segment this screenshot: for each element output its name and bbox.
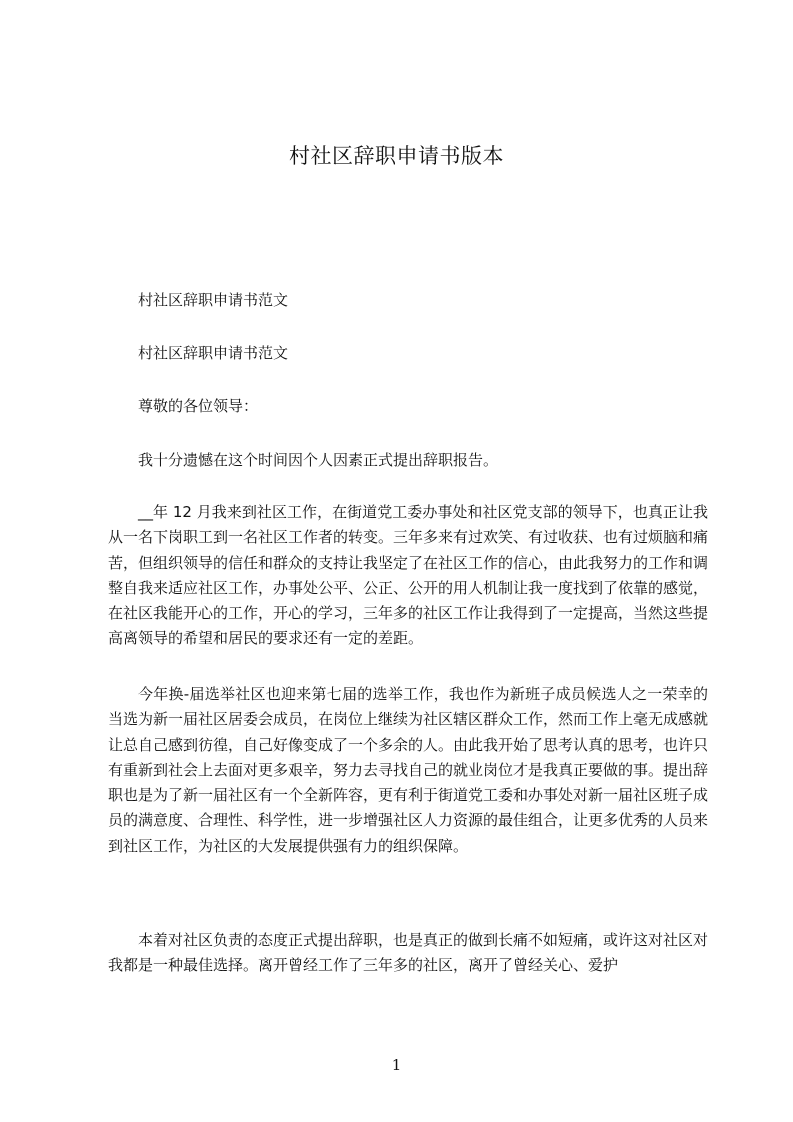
body-paragraph-3: 今年换-届选举社区也迎来第七届的选举工作，我也作为新班子成员候选人之一荣幸的当选为新一届社区居委会成员，在岗位上继续为社区辖区群众工作，然而工作上毫无成感就让总自己感到彷徨，自己好像变成了一个多余的人。由此我开始了思考认真的思考，也许只有重新到社会上去面对更多艰辛，努力去寻找自己的就业岗位才是我真正要做的事。提出辞职也是为了新一届社区有一个全新阵容，更有利于街道党工委和办事处对新一届社区班子成员的满意度、合理性、科学性，进一步增强社区人力资源的最佳组合，让更多优秀的人员来到社区工作，为社区的大发展提供强有力的组织保障。 — [108, 685, 709, 855]
subtitle-line-1: 村社区辞职申请书范文 — [138, 291, 289, 309]
body-paragraph-2: __年 12 月我来到社区工作，在街道党工委办事处和社区党支部的领导下，也真正让我从一名下岗职工到一名社区工作者的转变。三年多来有过欢笑、有过收获、也有过烦脑和痛苦，但组织领导的信任和群众的支持让我坚定了在社区工作的信心，由此我努力的工作和调整自我来适应社区工作，办事处公平、公正、公开的用人机制让我一度找到了依靠的感觉，在社区我能开心的工作，开心的学习，三年多的社区工作让我得到了一定提高，当然这些提高离领导的希望和居民的要求还有一定的差距。 — [108, 503, 709, 648]
salutation: 尊敬的各位领导： — [138, 397, 259, 415]
body-paragraph-4: 本着对社区负责的态度正式提出辞职，也是真正的做到长痛不如短痛，或许这对社区对我都是一种最佳选择。离开曾经工作了三年多的社区，离开了曾经关心、爱护 — [108, 931, 709, 975]
subtitle-line-2: 村社区辞职申请书范文 — [138, 344, 289, 362]
body-paragraph-1: 我十分遗憾在这个时间因个人因素正式提出辞职报告。 — [138, 451, 499, 469]
page-number: 1 — [391, 1056, 402, 1074]
document-title: 村社区辞职申请书版本 — [289, 144, 504, 168]
